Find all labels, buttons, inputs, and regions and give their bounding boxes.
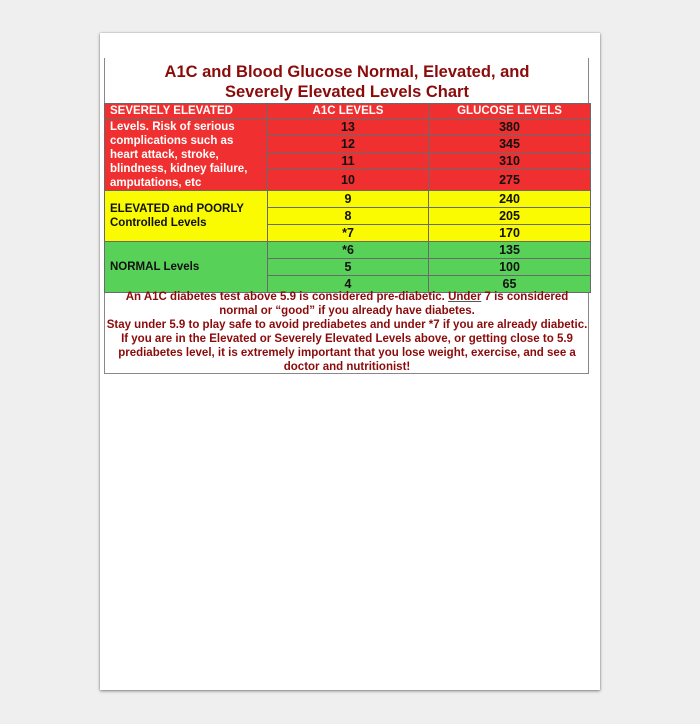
footnote-text-underlined: Under	[448, 291, 482, 303]
glucose-cell: 345	[429, 136, 591, 153]
a1c-cell: 10	[268, 170, 429, 191]
glucose-cell: 170	[429, 225, 591, 242]
footnote-text: An A1C diabetes test above 5.9 is considered pre-diabetic.	[125, 291, 449, 303]
severe-label-line: amputations, etc	[110, 176, 202, 189]
a1c-cell: 12	[268, 136, 429, 153]
table-row	[105, 119, 591, 136]
severe-label-line: blindness, kidney failure,	[110, 162, 248, 175]
severe-label-line: complications such as	[110, 134, 234, 147]
table-row	[105, 191, 591, 208]
a1c-cell: 4	[268, 276, 429, 293]
chart-title	[104, 62, 590, 102]
footnote-paragraph-1	[106, 290, 588, 318]
table-header-row	[105, 104, 591, 119]
glucose-cell: 240	[429, 191, 591, 208]
a1c-cell: *7	[268, 225, 429, 242]
levels-table	[104, 103, 591, 293]
severe-label-line: Levels. Risk of serious	[110, 120, 235, 133]
elevated-label-line: ELEVATED and POORLY	[110, 203, 244, 215]
chart-title-line2: Severely Elevated Levels Chart	[225, 83, 469, 101]
a1c-cell: 8	[268, 208, 429, 225]
severe-label	[105, 119, 268, 191]
footnote-paragraph-2: Stay under 5.9 to play safe to avoid prediabetes and under *7 if you are already diabetic. If you are in the Elevated or Severely Elevated Levels above, or getting close to 5.9 prediabetes level, it is extremely important that you lose weight, exercise, and see a doctor and nutritionist!	[106, 319, 588, 373]
footnote-text: 7 is considered normal or “good” if you already have diabetes.	[219, 291, 569, 317]
a1c-cell: 5	[268, 259, 429, 276]
glucose-cell: 205	[429, 208, 591, 225]
header-glucose: GLUCOSE LEVELS	[429, 104, 591, 119]
glucose-cell: 135	[429, 242, 591, 259]
footnote	[106, 290, 588, 374]
elevated-label-line: Controlled Levels	[110, 217, 207, 229]
chart-title-line1: A1C and Blood Glucose Normal, Elevated, and	[164, 63, 530, 81]
normal-label: NORMAL Levels	[105, 242, 268, 293]
header-a1c: A1C LEVELS	[268, 104, 429, 119]
severe-label-line: heart attack, stroke,	[110, 148, 219, 161]
elevated-label	[105, 191, 268, 242]
glucose-cell: 310	[429, 153, 591, 170]
table-row	[105, 242, 591, 259]
glucose-cell: 380	[429, 119, 591, 136]
a1c-cell: 9	[268, 191, 429, 208]
header-category: SEVERELY ELEVATED	[105, 104, 268, 119]
a1c-cell: 11	[268, 153, 429, 170]
a1c-cell: 13	[268, 119, 429, 136]
glucose-cell: 275	[429, 170, 591, 191]
a1c-cell: *6	[268, 242, 429, 259]
glucose-cell: 65	[429, 276, 591, 293]
glucose-cell: 100	[429, 259, 591, 276]
